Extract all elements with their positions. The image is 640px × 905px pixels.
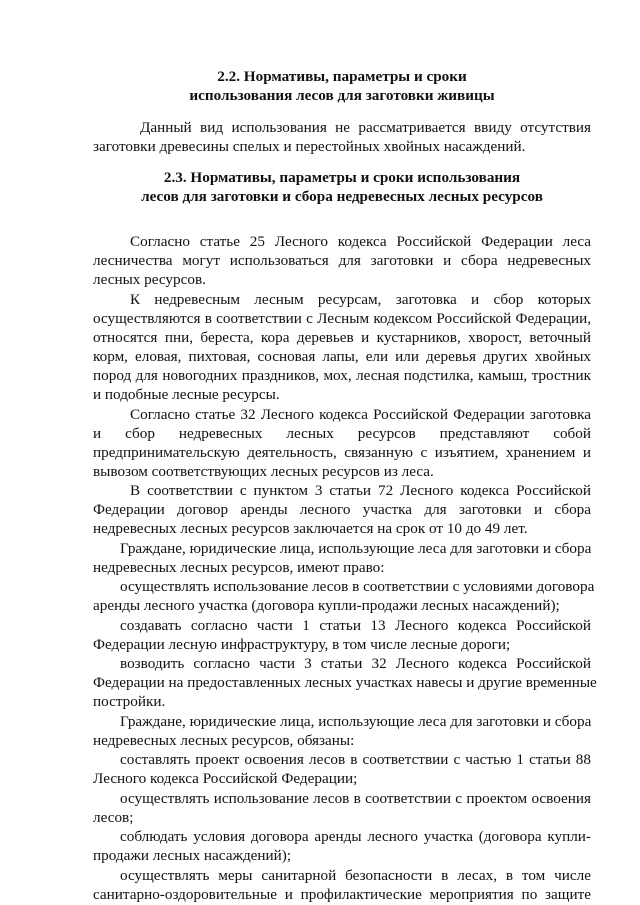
body-line: постройки. bbox=[93, 693, 166, 710]
body-line: недревесных лесных ресурсов, обязаны: bbox=[93, 732, 355, 749]
section-2-2-heading-line-2: использования лесов для заготовки живицы bbox=[189, 87, 495, 104]
body-line: Граждане, юридические лица, использующие леса для заготовки и сбора bbox=[120, 713, 592, 730]
section-2-2-heading-line-1: 2.2. Нормативы, параметры и сроки bbox=[217, 68, 467, 85]
body-line: относятся пни, береста, кора деревьев и кустарников, хворост, веточный bbox=[93, 329, 591, 346]
body-line: Согласно статье 32 Лесного кодекса Российской Федерации заготовка bbox=[130, 406, 591, 423]
body-line: возводить согласно части 3 статьи 32 Лесного кодекса Российской bbox=[120, 655, 591, 672]
body-line: В соответствии с пунктом 3 статьи 72 Лесного кодекса Российской bbox=[130, 482, 591, 499]
section-2-3-heading-line-2: лесов для заготовки и сбора недревесных лесных ресурсов bbox=[141, 188, 543, 205]
body-line: предпринимательскую деятельность, связанную с изъятием, хранением и bbox=[93, 444, 591, 461]
body-line: К недревесным лесным ресурсам, заготовка и сбор которых bbox=[130, 291, 591, 308]
body-line: составлять проект освоения лесов в соответствии с частью 1 статьи 88 bbox=[120, 751, 591, 768]
body-line: Согласно статье 25 Лесного кодекса Российской Федерации леса bbox=[130, 233, 591, 250]
body-line: создавать согласно части 1 статьи 13 Лесного кодекса Российской bbox=[120, 617, 591, 634]
body-line: лесов; bbox=[93, 809, 134, 826]
body-line: и подобные лесные ресурсы. bbox=[93, 386, 280, 403]
body-line: осуществляются в соответствии с Лесным кодексом Российской Федерации, bbox=[93, 310, 591, 327]
body-line: недревесных лесных ресурсов заключается на срок от 10 до 49 лет. bbox=[93, 520, 528, 537]
body-line: пород для новогодних праздников, мох, лесная подстилка, камыш, тростник bbox=[93, 367, 591, 384]
section-2-2-text-line: заготовки древесины спелых и перестойных хвойных насаждений. bbox=[93, 138, 526, 155]
body-line: осуществлять использование лесов в соответствии с условиями договора bbox=[120, 578, 595, 595]
section-2-3-heading-line-1: 2.3. Нормативы, параметры и сроки использования bbox=[163, 169, 521, 186]
body-line: Федерации на предоставленных лесных участках навесы и другие временные bbox=[93, 674, 597, 691]
body-line: осуществлять использование лесов в соответствии с проектом освоения bbox=[120, 790, 591, 807]
body-line: корм, еловая, пихтовая, сосновая лапы, ели или деревья других хвойных bbox=[93, 348, 591, 365]
body-line: лесных ресурсов. bbox=[93, 271, 206, 288]
body-line: аренды лесного участка (договора купли-продажи лесных насаждений); bbox=[93, 597, 560, 614]
body-line: соблюдать условия договора аренды лесного участка (договора купли- bbox=[120, 828, 591, 845]
body-line: продажи лесных насаждений); bbox=[93, 847, 292, 864]
body-line: вывозом соответствующих лесных ресурсов из леса. bbox=[93, 463, 434, 480]
body-line: и сбор недревесных лесных ресурсов представляют собой bbox=[93, 425, 591, 442]
body-line: лесничества могут использоваться для заготовки и сбора недревесных bbox=[93, 252, 591, 269]
section-2-2-text-line: Данный вид использования не рассматривается ввиду отсутствия bbox=[140, 119, 591, 136]
body-line: осуществлять меры санитарной безопасности в лесах, в том числе bbox=[120, 867, 591, 884]
body-line: Федерации договор аренды лесного участка для заготовки и сбора bbox=[93, 501, 591, 518]
body-line: санитарно-оздоровительные и профилактические мероприятия по защите bbox=[93, 886, 591, 903]
body-line: недревесных лесных ресурсов, имеют право: bbox=[93, 559, 385, 576]
body-line: Граждане, юридические лица, использующие леса для заготовки и сбора bbox=[120, 540, 592, 557]
body-line: Лесного кодекса Российской Федерации; bbox=[93, 770, 358, 787]
body-line: Федерации лесную инфраструктуру, в том числе лесные дороги; bbox=[93, 636, 511, 653]
